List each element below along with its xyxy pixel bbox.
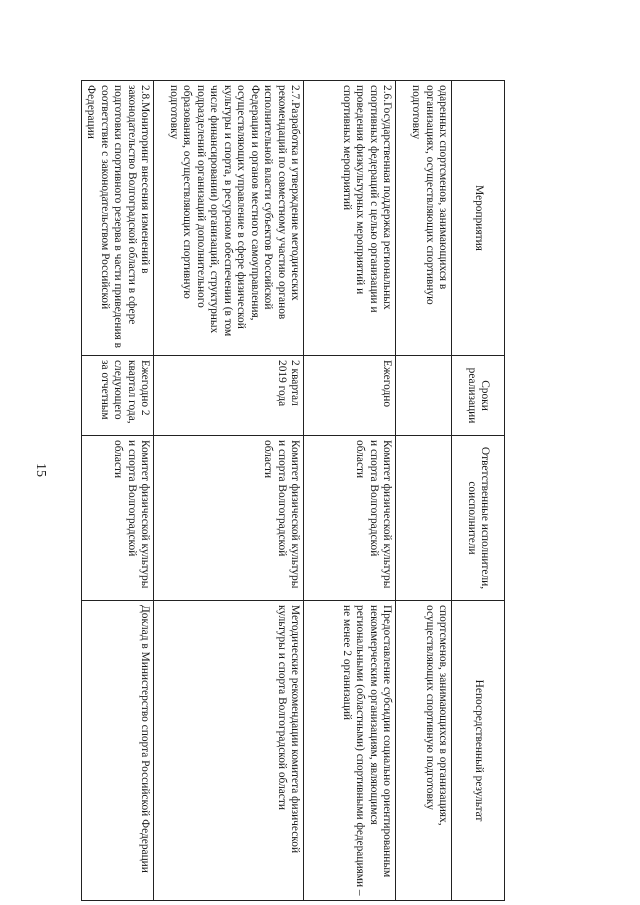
row-deadline: 2 квартал 2019 года bbox=[154, 356, 304, 436]
row-activity: одаренных спортсменов, занимающихся в организациях, осуществляющих спортивную подготовку bbox=[396, 81, 452, 356]
row-result: Предоставление субсидии социально ориентированным некоммерческим организациям, являющимся региональными (областными) спортивными федерациями – не менее 2 организаций bbox=[304, 601, 396, 901]
row-deadline bbox=[396, 356, 452, 436]
row-deadline: Ежегодно bbox=[304, 356, 396, 436]
row-activity: 2.6.Государственная поддержка региональных спортивных федераций с целью организации и проведения физкультурных мероприятий и спортивных мероприятий bbox=[304, 81, 396, 356]
rotated-table-sheet bbox=[85, 80, 505, 900]
page-number: 15 bbox=[33, 463, 48, 477]
header-result: Непосредственный результат bbox=[452, 601, 505, 901]
table-row bbox=[81, 81, 153, 901]
row-result: Методические рекомендации комитета физической культуры и спорта Волгоградской области bbox=[154, 601, 304, 901]
row-executors: Комитет физической культуры и спорта Волгоградской области bbox=[154, 436, 304, 601]
row-activity: 2.8.Мониторинг внесения изменений в законодательство Волгоградской области в сфере подготовки спортивного резерва в части приведения в соответствие с законодательством Российской Федерации bbox=[81, 81, 153, 356]
table-row bbox=[154, 81, 304, 901]
row-executors: Комитет физической культуры и спорта Волгоградской области bbox=[81, 436, 153, 601]
row-executors bbox=[396, 436, 452, 601]
activities-table bbox=[81, 80, 505, 901]
header-activities: Мероприятия bbox=[452, 81, 505, 356]
row-deadline: Ежегодно 2 квартал года, следующего за отчетным bbox=[81, 356, 153, 436]
row-result: Доклад в Министерство спорта Российской Федерации bbox=[81, 601, 153, 901]
row-activity: 2.7.Разработка и утверждение методических рекомендаций по совместному участию органов исполнительной власти субъектов Российской Федерации и органов местного самоуправления, осуществляющих управление в сфере физической культуры и спорта, в ресурсном обеспечении (в том числе финансировании) организаций, структурных подразделений организаций дополнительного образования, осуществляющих спортивную подготовку bbox=[154, 81, 304, 356]
table-header-row bbox=[452, 81, 505, 901]
header-executors: Ответственные исполнители, соисполнители bbox=[452, 436, 505, 601]
table-row bbox=[304, 81, 396, 901]
header-deadline: Сроки реализации bbox=[452, 356, 505, 436]
row-result: спортсменов, занимающихся в организациях, осуществляющих спортивную подготовку bbox=[396, 601, 452, 901]
table-row bbox=[396, 81, 452, 901]
row-executors: Комитет физической культуры и спорта Волгоградской области bbox=[304, 436, 396, 601]
